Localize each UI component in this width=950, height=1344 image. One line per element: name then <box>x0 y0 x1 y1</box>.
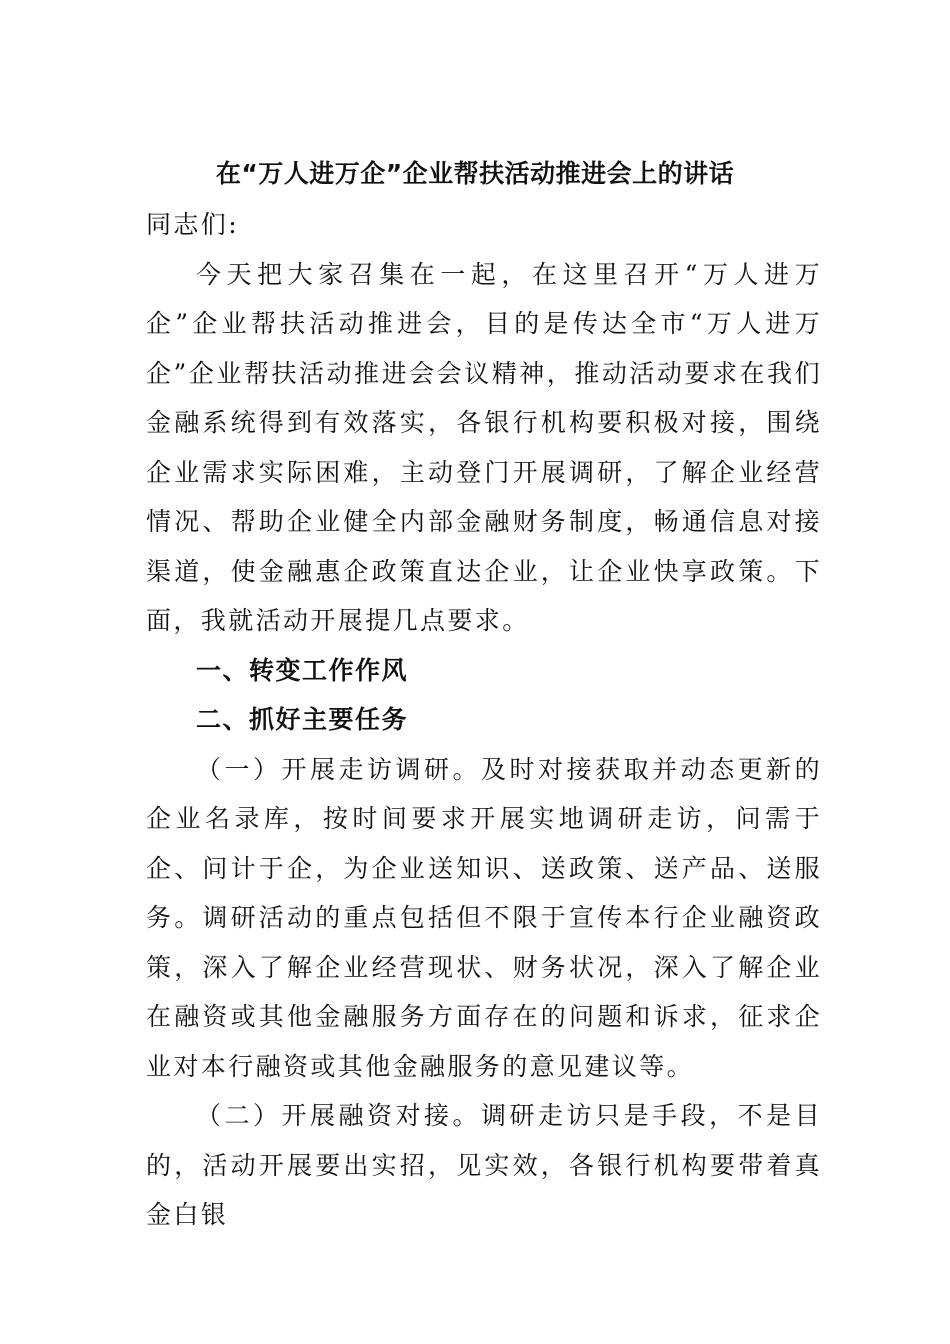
paragraph-item-2: （二）开展融资对接。调研走访只是手段，不是目的，活动开展要出实招，见实效，各银行机构要带着真金白银 <box>146 1101 822 1229</box>
section-heading-2: 二、抓好主要任务 <box>196 705 409 734</box>
salutation: 同志们: <box>146 210 240 239</box>
document-title: 在“万人进万企”企业帮扶活动推进会上的讲话 <box>215 159 735 188</box>
paragraph-item-1: （一）开展走访调研。及时对接获取并动态更新的企业名录库，按时间要求开展实地调研走访，问需于企、问计于企，为企业送知识、送政策、送产品、送服务。调研活动的重点包括但不限于宣传本行企业融资政策，深入了解企业经营现状、财务状况，深入了解企业在融资或其他金融服务方面存在的问题和诉求，征求企业对本行融资或其他金融服务的意见建议等。 <box>146 754 822 1081</box>
document-body <box>146 200 822 1240</box>
section-heading-1: 一、转变工作作风 <box>196 655 409 685</box>
paragraph-intro: 今天把大家召集在一起，在这里召开“万人进万企”企业帮扶活动推进会，目的是传达全市“万人进万企”企业帮扶活动推进会会议精神，推动活动要求在我们金融系统得到有效落实，各银行机构要积极对接，围绕企业需求实际困难，主动登门开展调研，了解企业经营情况、帮助企业健全内部金融财务制度，畅通信息对接渠道，使金融惠企政策直达企业，让企业快享政策。下面，我就活动开展提几点要求。 <box>146 259 822 635</box>
